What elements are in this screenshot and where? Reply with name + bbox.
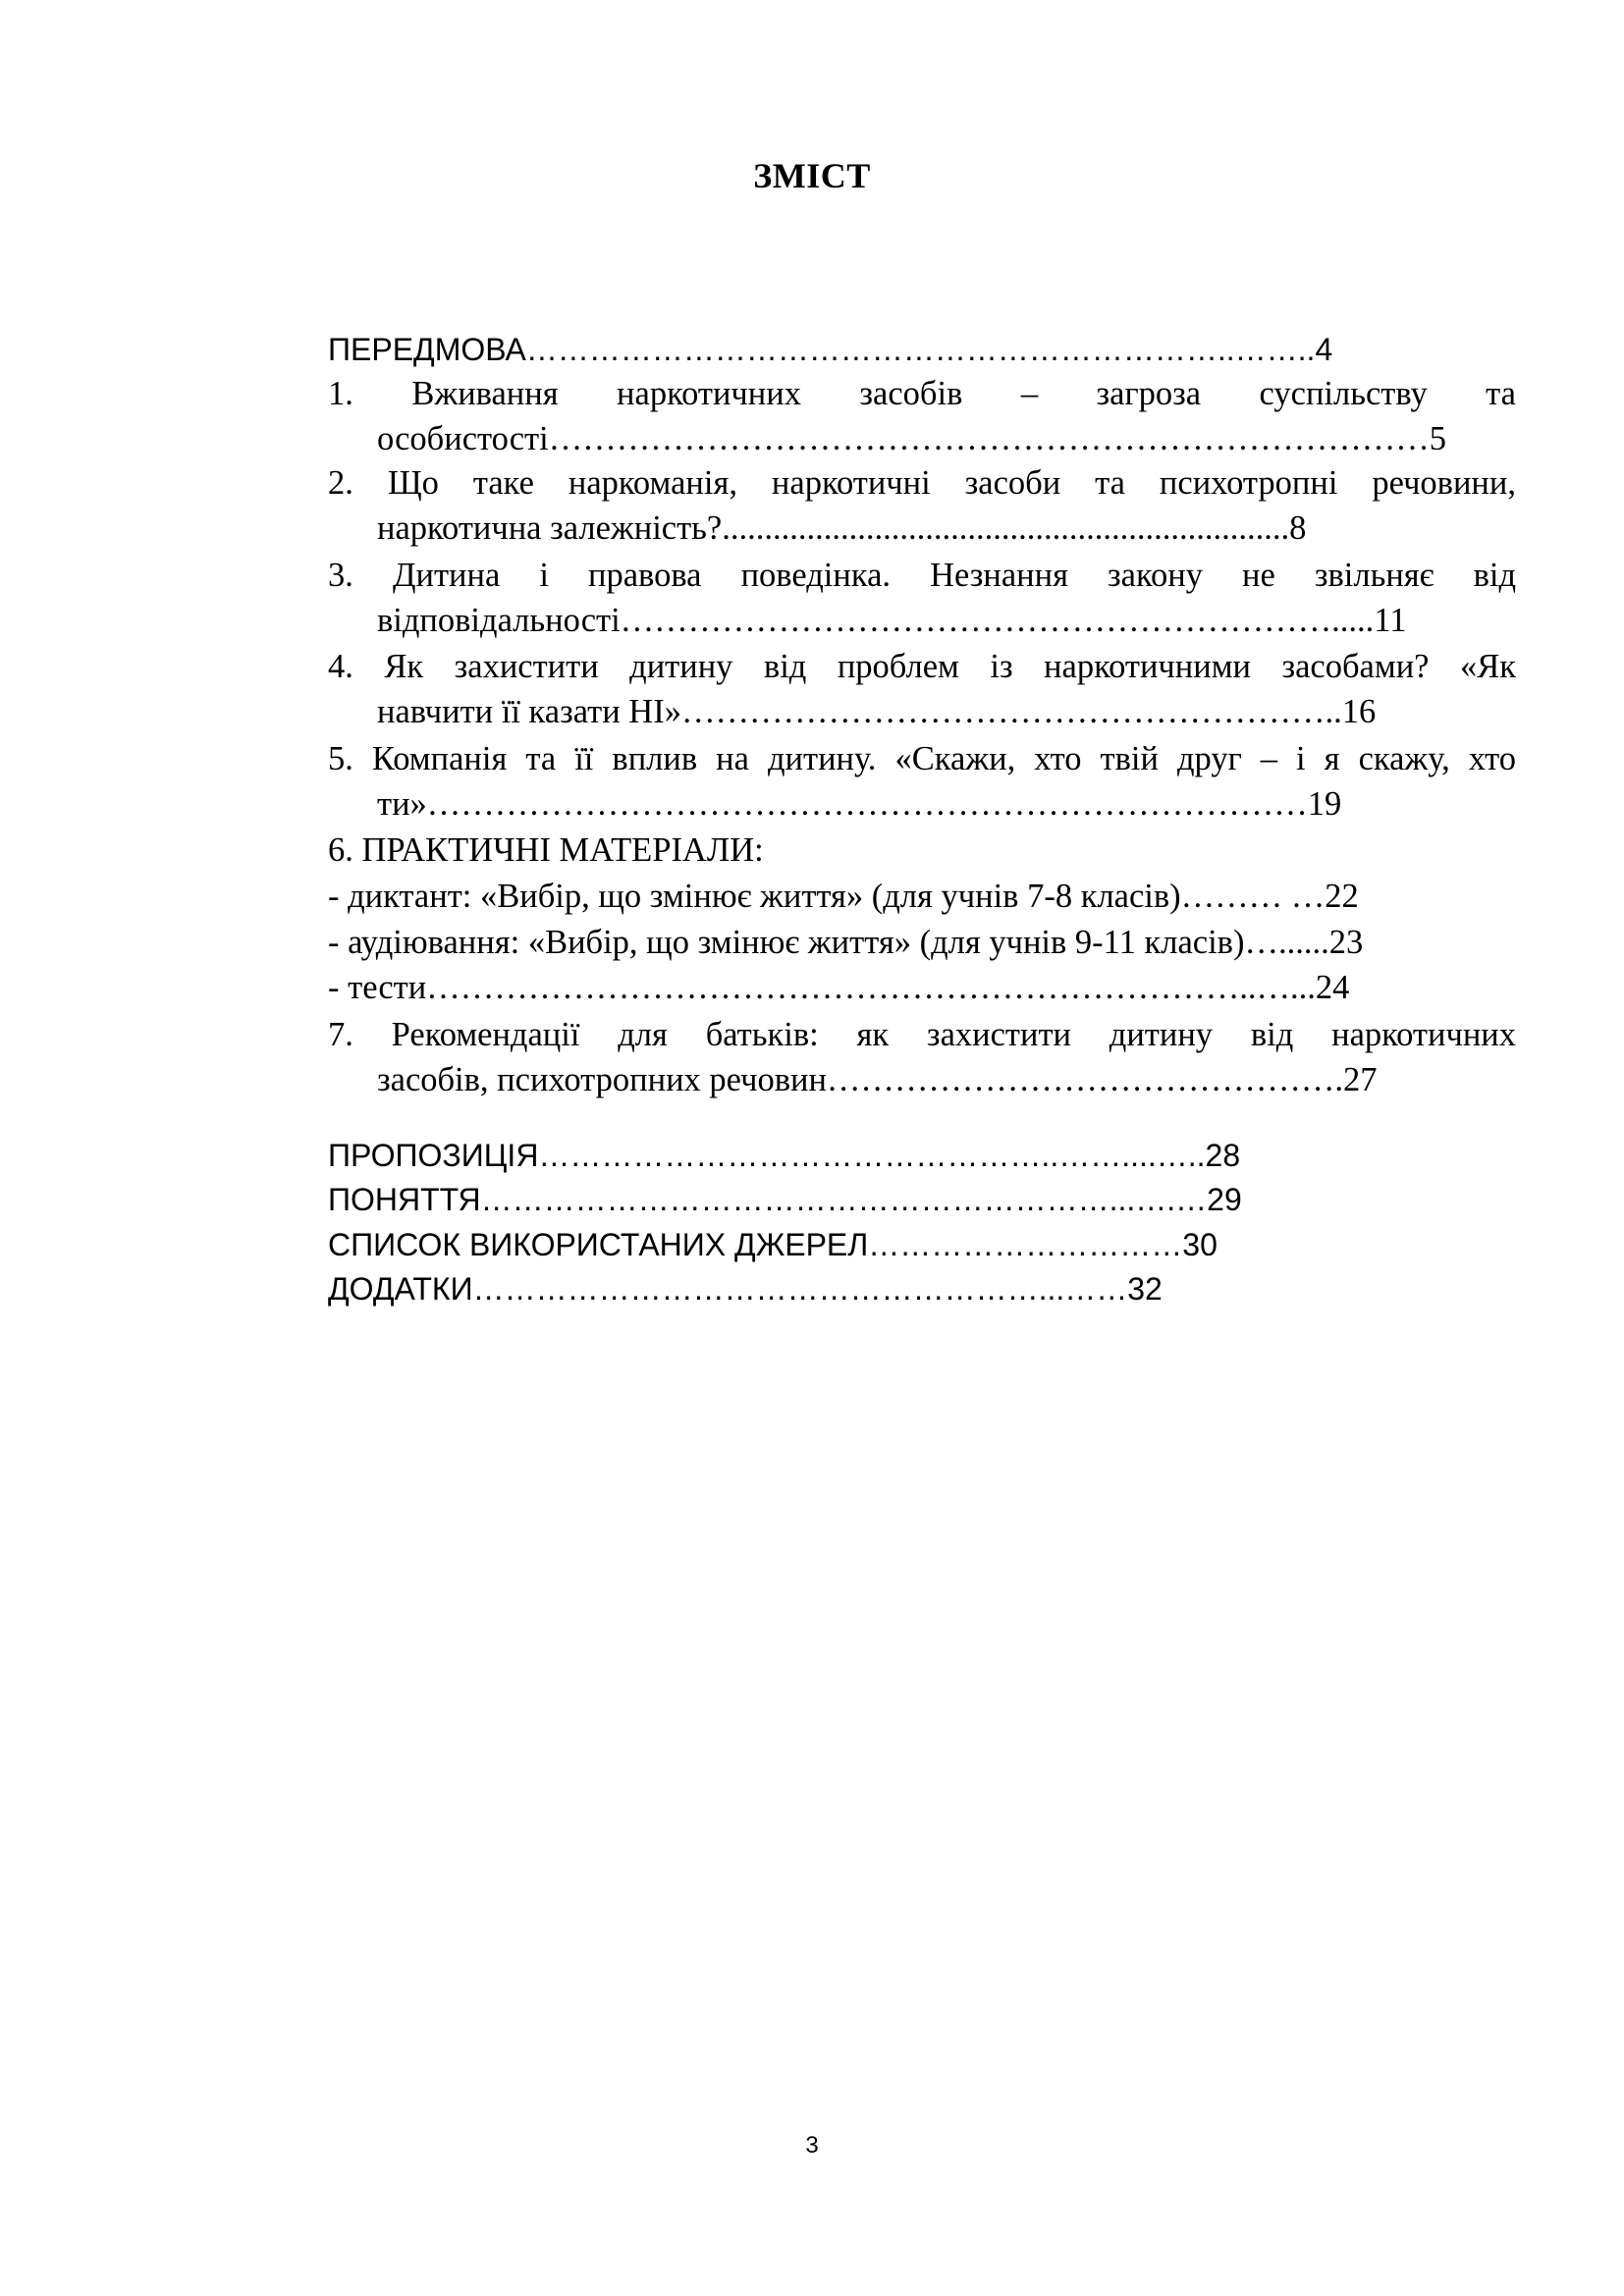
page-number: 3 (805, 2132, 819, 2159)
toc-entry-3-line-1: 3. Дитина і правова поведінка. Незнання закону не звільняє від (328, 557, 1516, 594)
page-title: ЗМІСТ (753, 156, 871, 195)
toc-entry-3-line-2: відповідальності……………………………………………………….....11 (377, 602, 1407, 639)
toc-entry-1-line-2: особистості……………………………………………………………………5 (377, 420, 1446, 457)
toc-entry-6-dictation: - диктант: «Вибір, що змінює життя» (для учнів 7-8 класів)……… …22 (328, 878, 1359, 915)
toc-entry-6: 6. ПРАКТИЧНІ МАТЕРІАЛИ: (328, 831, 764, 869)
toc-entry-2-line-2: наркотична залежність?...................................................................8 (377, 509, 1307, 547)
toc-entry-4-line-1: 4. Як захистити дитину від проблем із наркотичними засобами? «Як (328, 648, 1516, 685)
toc-entry-preface: ПЕРЕДМОВА…………………………………………………………..……..4 (328, 332, 1333, 367)
toc-entry-2-line-1: 2. Що таке наркоманія, наркотичні засоби та психотропні речовини, (328, 464, 1516, 502)
toc-entry-6-tests: - тести………………………………………………………………..…...24 (328, 969, 1350, 1006)
toc-entry-5-line-2: ти»……………………………………………………………………19 (377, 785, 1342, 823)
toc-entry-proposal: ПРОПОЗИЦІЯ…………………………………………..……....…..28 (328, 1138, 1241, 1173)
toc-entry-1-line-1: 1. Вживання наркотичних засобів – загроза суспільству та (328, 375, 1516, 412)
toc-entry-4-line-2: навчити її казати НІ»…………………………………………………..16 (377, 693, 1377, 730)
toc-entry-references: СПИСОК ВИКОРИСТАНИХ ДЖЕРЕЛ…………………………30 (328, 1227, 1218, 1262)
toc-entry-concepts: ПОНЯТТЯ……………………………………………………...….…29 (328, 1182, 1242, 1217)
toc-entry-7-line-1: 7. Рекомендації для батьків: як захистити дитину від наркотичних (328, 1016, 1516, 1053)
toc-entry-6-listening: - аудіювання: «Вибір, що змінює життя» (для учнів 9-11 класів)…......23 (328, 924, 1364, 961)
toc-entry-5-line-1: 5. Компанія та її вплив на дитину. «Скажи, хто твій друг – і я скажу, хто (328, 740, 1516, 777)
toc-entry-appendices: ДОДАТКИ………………………………………………...……32 (328, 1271, 1163, 1307)
toc-entry-7-line-2: засобів, психотропних речовин……………………………………….27 (377, 1061, 1378, 1098)
